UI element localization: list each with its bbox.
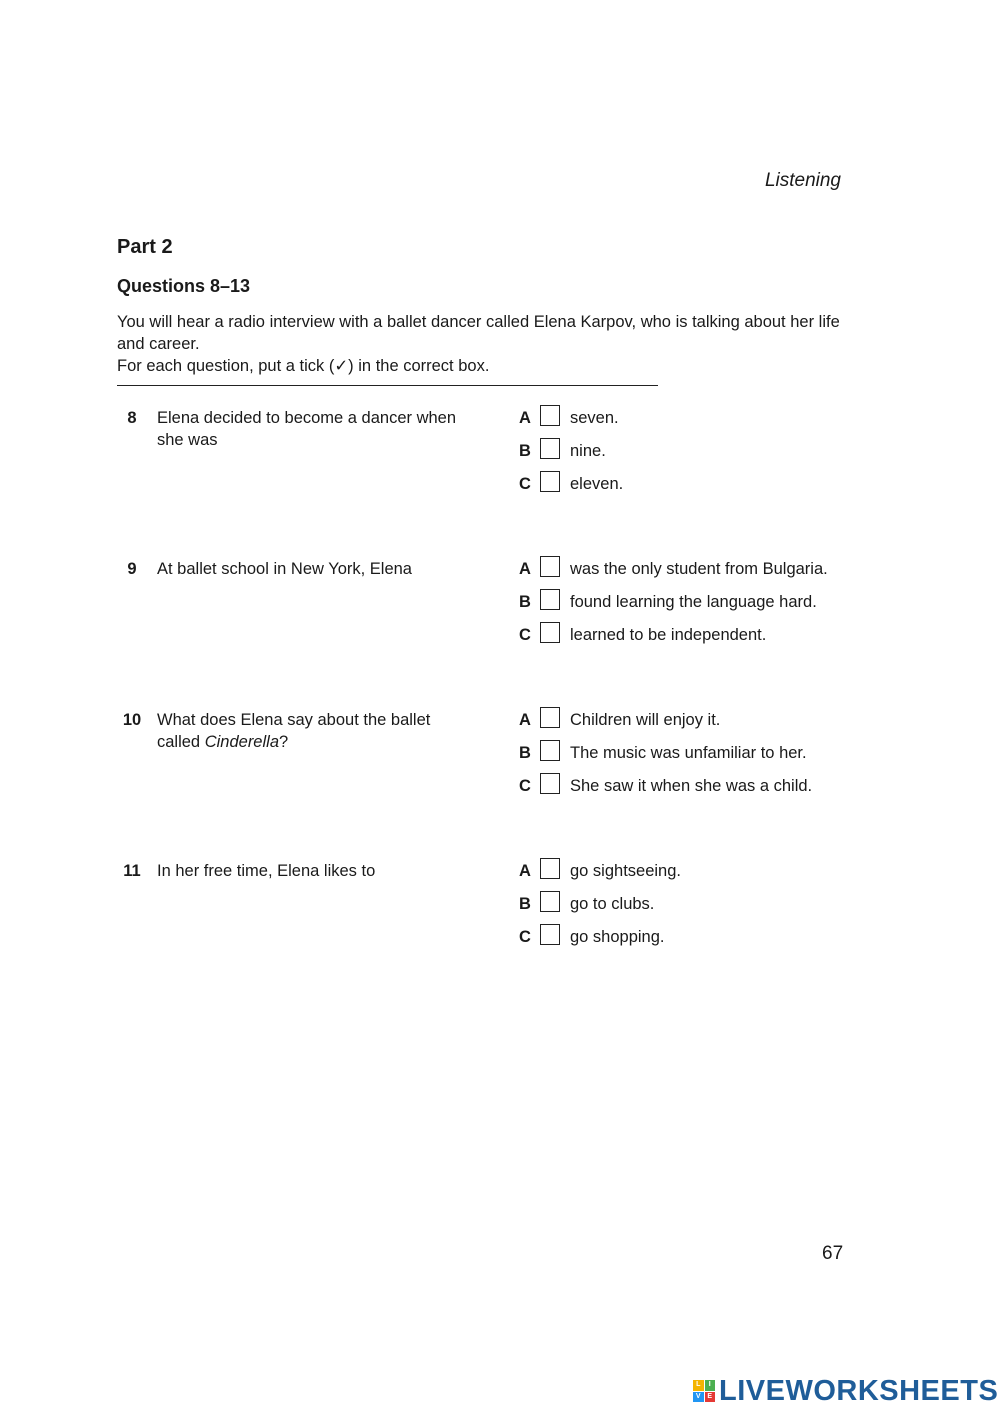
instructions: [117, 311, 847, 377]
tick-box[interactable]: [540, 707, 560, 728]
option-letter: A: [519, 409, 531, 427]
option-text: go shopping.: [570, 928, 665, 946]
tick-box[interactable]: [540, 471, 560, 492]
tick-box[interactable]: [540, 438, 560, 459]
tick-box[interactable]: [540, 622, 560, 643]
option-a: [519, 858, 859, 891]
option-letter: C: [519, 626, 531, 644]
instructions-line-1: You will hear a radio interview with a ballet dancer called Elena Karpov, who is talking about her life and career.: [117, 313, 840, 353]
question-text-part: What does Elena say about the ballet called: [157, 711, 431, 751]
option-letter: C: [519, 777, 531, 795]
question-number: 8: [127, 409, 137, 427]
tick-box[interactable]: [540, 589, 560, 610]
question-number: 9: [127, 560, 137, 578]
liveworksheets-brand[interactable]: [693, 1376, 998, 1406]
option-text: go sightseeing.: [570, 862, 681, 880]
option-b: [519, 438, 859, 471]
option-b: [519, 740, 859, 773]
question-text: [157, 709, 477, 753]
option-text: learned to be independent.: [570, 626, 767, 644]
question-number: 10: [122, 711, 142, 729]
option-c: [519, 471, 859, 504]
tick-box[interactable]: [540, 740, 560, 761]
option-text: found learning the language hard.: [570, 593, 817, 611]
option-text: Children will enjoy it.: [570, 711, 721, 729]
option-text: She saw it when she was a child.: [570, 777, 813, 795]
logo-letter: I: [705, 1380, 716, 1391]
logo-letter: E: [705, 1392, 716, 1403]
answer-options: [519, 556, 859, 655]
ballet-title: Cinderella: [204, 733, 279, 751]
tick-box[interactable]: [540, 924, 560, 945]
question-text: In her free time, Elena likes to: [157, 862, 376, 880]
option-a: [519, 405, 859, 438]
option-letter: A: [519, 560, 531, 578]
option-text: was the only student from Bulgaria.: [570, 560, 828, 578]
liveworksheets-logo-icon: [693, 1380, 715, 1402]
option-letter: B: [519, 744, 531, 762]
option-letter: B: [519, 593, 531, 611]
option-letter: B: [519, 442, 531, 460]
option-c: [519, 622, 859, 655]
questions-range: Questions 8–13: [117, 276, 251, 296]
option-letter: A: [519, 862, 531, 880]
option-c: [519, 924, 859, 957]
option-text: nine.: [570, 442, 606, 460]
question-text-part: ?: [279, 733, 289, 751]
option-letter: C: [519, 475, 531, 493]
logo-letter: L: [693, 1380, 704, 1391]
option-a: [519, 556, 859, 589]
logo-letter: V: [693, 1392, 704, 1403]
answer-options: [519, 858, 859, 957]
option-b: [519, 589, 859, 622]
page-number: 67: [822, 1243, 844, 1264]
divider-line: [117, 385, 658, 386]
question-number: 11: [123, 862, 141, 880]
tick-box[interactable]: [540, 858, 560, 879]
part-title: Part 2: [117, 236, 173, 258]
option-text: The music was unfamiliar to her.: [570, 744, 807, 762]
brand-wordmark: LIVEWORKSHEETS: [719, 1374, 999, 1407]
option-a: [519, 707, 859, 740]
question-text: Elena decided to become a dancer when she was: [157, 409, 457, 449]
tick-box[interactable]: [540, 891, 560, 912]
tick-box[interactable]: [540, 556, 560, 577]
option-text: eleven.: [570, 475, 624, 493]
option-b: [519, 891, 859, 924]
instructions-line-2: For each question, put a tick (✓) in the correct box.: [117, 357, 490, 375]
option-text: go to clubs.: [570, 895, 655, 913]
question-text: At ballet school in New York, Elena: [157, 560, 412, 578]
option-c: [519, 773, 859, 806]
option-letter: A: [519, 711, 531, 729]
option-letter: B: [519, 895, 531, 913]
option-letter: C: [519, 928, 531, 946]
answer-options: [519, 405, 859, 504]
option-text: seven.: [570, 409, 619, 427]
tick-box[interactable]: [540, 773, 560, 794]
answer-options: [519, 707, 859, 806]
tick-box[interactable]: [540, 405, 560, 426]
section-label: Listening: [764, 170, 841, 191]
